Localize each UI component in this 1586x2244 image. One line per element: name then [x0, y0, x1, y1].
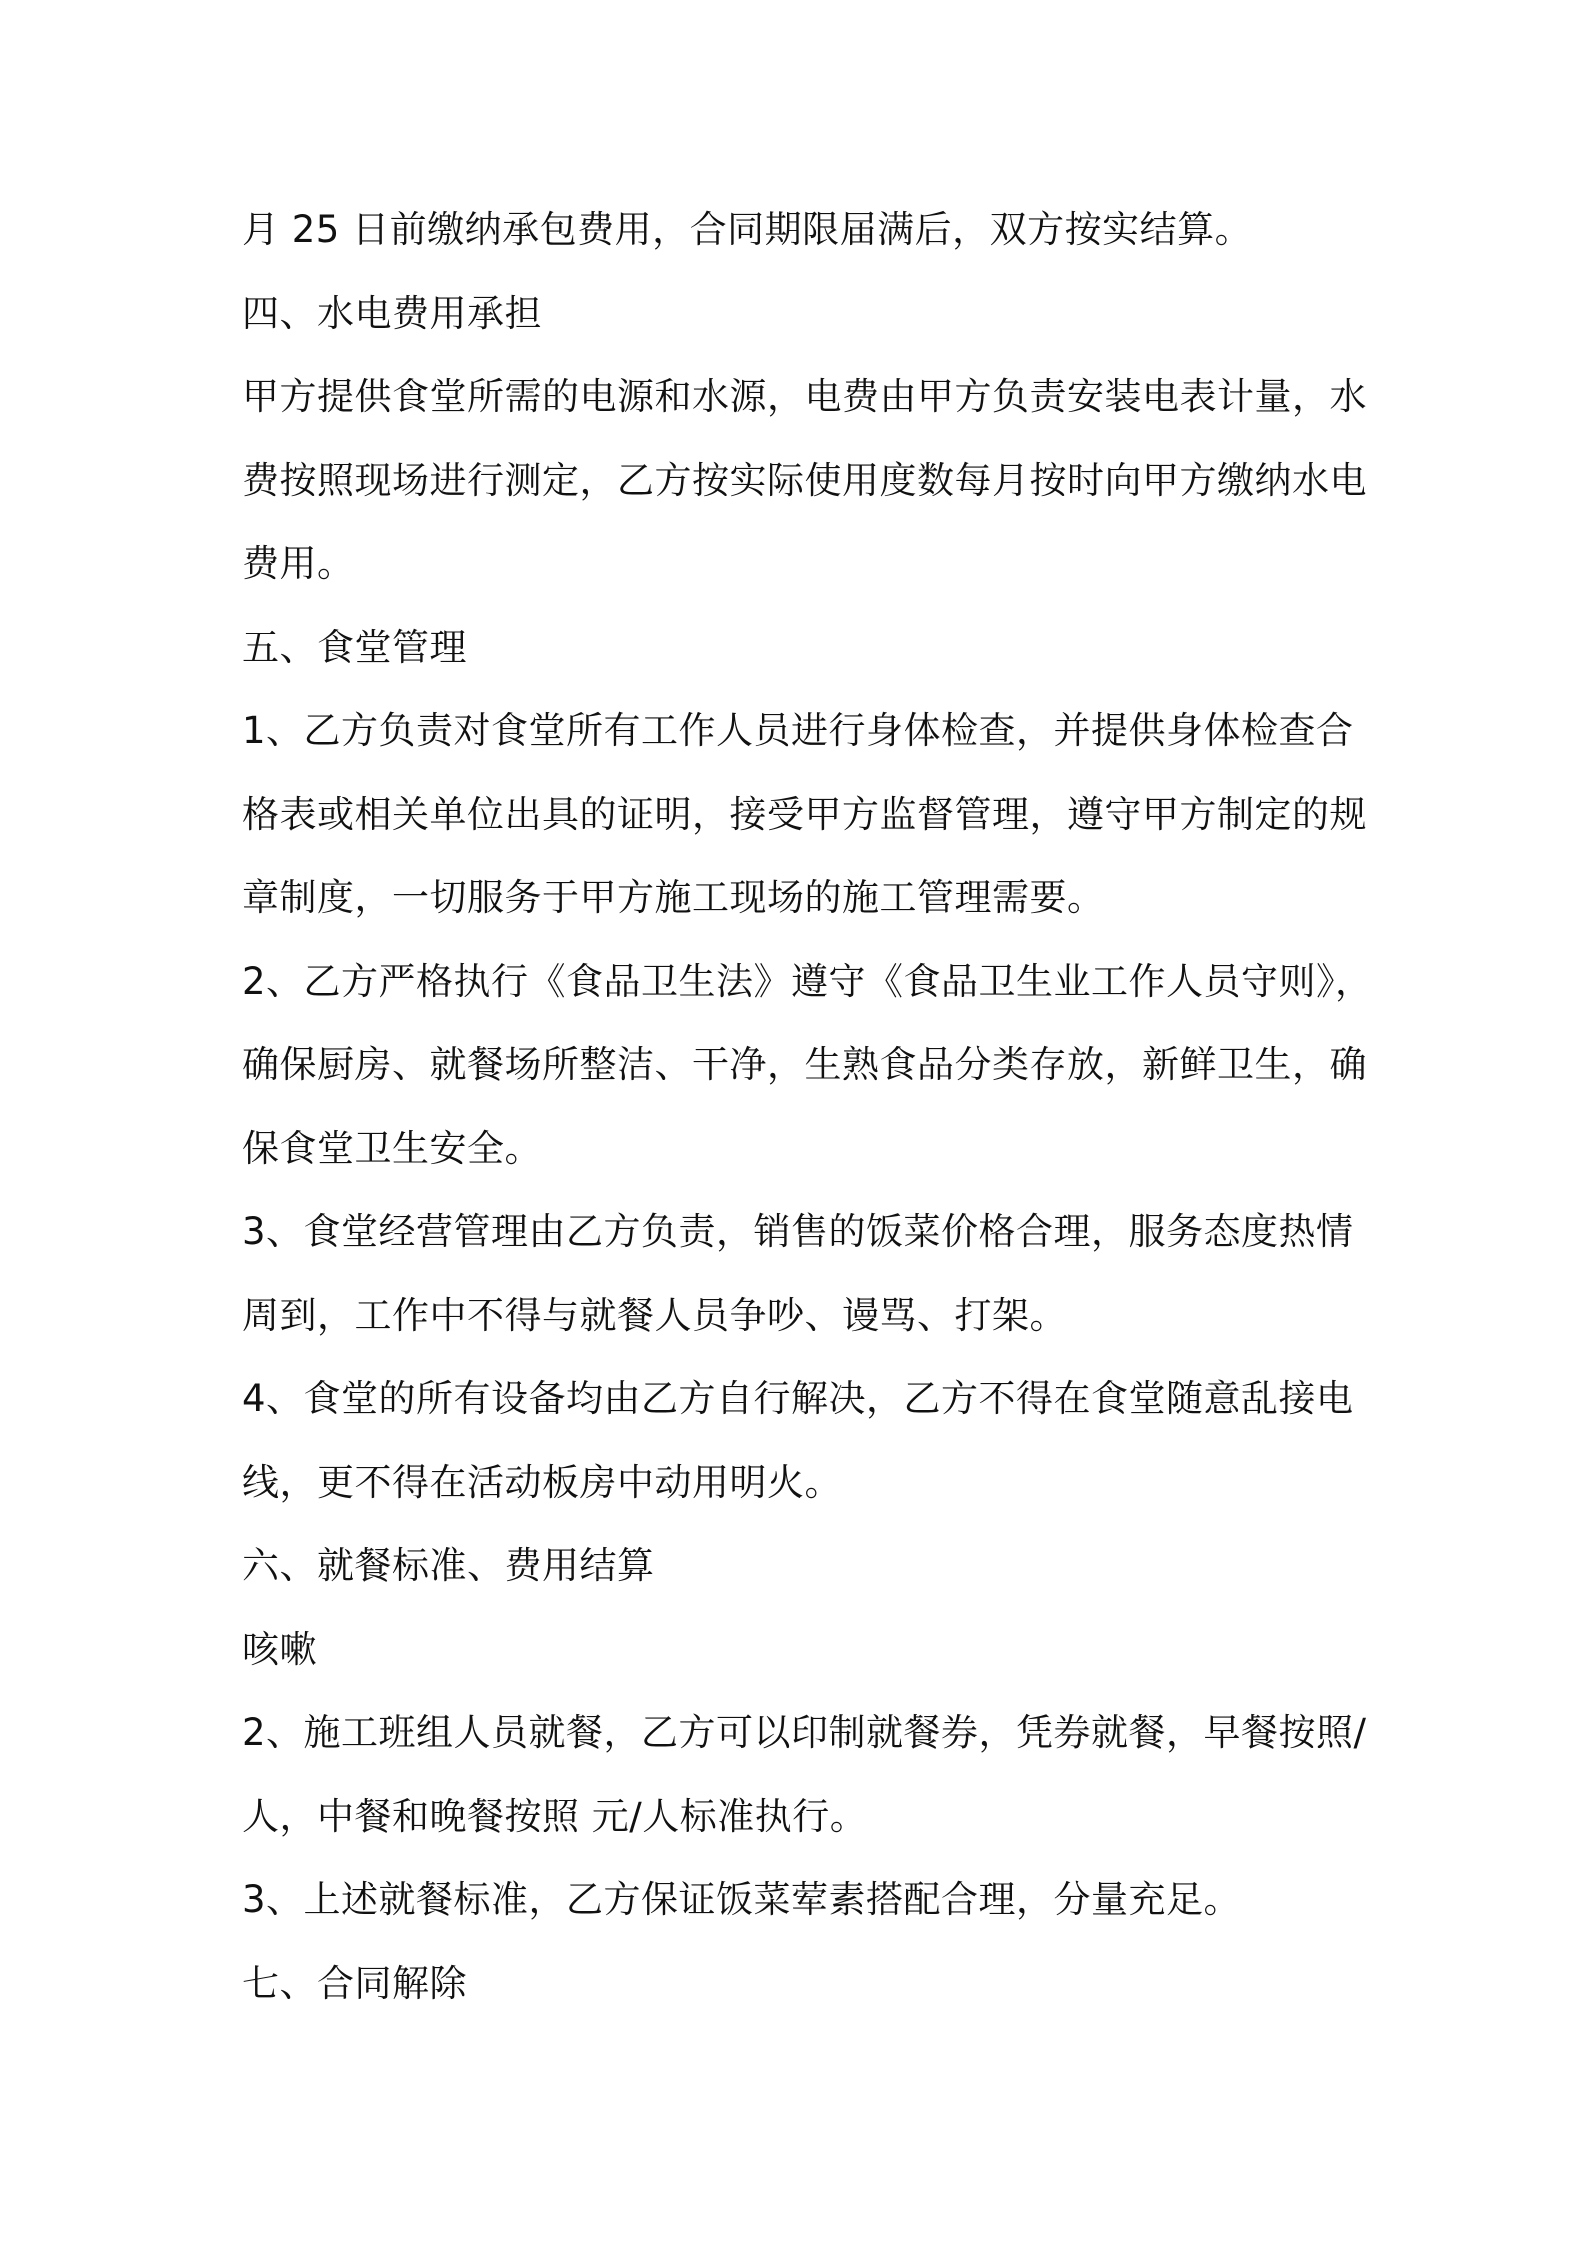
text-line-management-1c: 章制度，一切服务于甲方施工现场的施工管理需要。	[242, 876, 1105, 919]
section-heading-canteen-management: 五、食堂管理	[242, 625, 467, 669]
text-line-meal-1: 咳嗽	[242, 1627, 317, 1671]
text-line-management-2b: 确保厨房、就餐场所整洁、干净，生熟食品分类存放，新鲜卫生，确	[242, 1043, 1367, 1086]
text-line-payment-terms: 月 25 日前缴纳承包费用，合同期限届满后，双方按实结算。	[242, 208, 1253, 251]
text-line-utilities-2: 费按照现场进行测定，乙方按实际使用度数每月按时向甲方缴纳水电	[242, 458, 1367, 502]
text-line-meal-3: 3、上述就餐标准，乙方保证饭菜荤素搭配合理，分量充足。	[242, 1878, 1242, 1921]
text-line-meal-2b: 人，中餐和晚餐按照 元/人标准执行。	[242, 1794, 868, 1838]
document-body	[242, 188, 1373, 2025]
text-line-management-1b: 格表或相关单位出具的证明，接受甲方监督管理，遵守甲方制定的规	[242, 792, 1367, 836]
section-heading-utilities: 四、水电费用承担	[242, 291, 542, 335]
text-line-management-4b: 线，更不得在活动板房中动用明火。	[242, 1460, 842, 1504]
text-line-management-3b: 周到，工作中不得与就餐人员争吵、谩骂、打架。	[242, 1293, 1067, 1337]
text-line-management-4a: 4、食堂的所有设备均由乙方自行解决，乙方不得在食堂随意乱接电	[242, 1377, 1354, 1420]
text-line-management-2a: 2、乙方严格执行《食品卫生法》遵守《食品卫生业工作人员守则》，	[242, 959, 1373, 1003]
text-line-management-1a: 1、乙方负责对食堂所有工作人员进行身体检查，并提供身体检查合	[242, 709, 1354, 752]
text-line-management-3a: 3、食堂经营管理由乙方负责，销售的饭菜价格合理，服务态度热情	[242, 1210, 1354, 1253]
text-line-meal-2a: 2、施工班组人员就餐，乙方可以印制就餐券，凭券就餐，早餐按照/	[242, 1711, 1367, 1754]
section-heading-meal-standards: 六、就餐标准、费用结算	[242, 1544, 655, 1587]
text-line-utilities-1: 甲方提供食堂所需的电源和水源，电费由甲方负责安装电表计量，水	[242, 375, 1367, 418]
section-heading-contract-termination: 七、合同解除	[242, 1961, 467, 2005]
text-line-management-2c: 保食堂卫生安全。	[242, 1126, 542, 1170]
text-line-utilities-3: 费用。	[242, 542, 355, 585]
